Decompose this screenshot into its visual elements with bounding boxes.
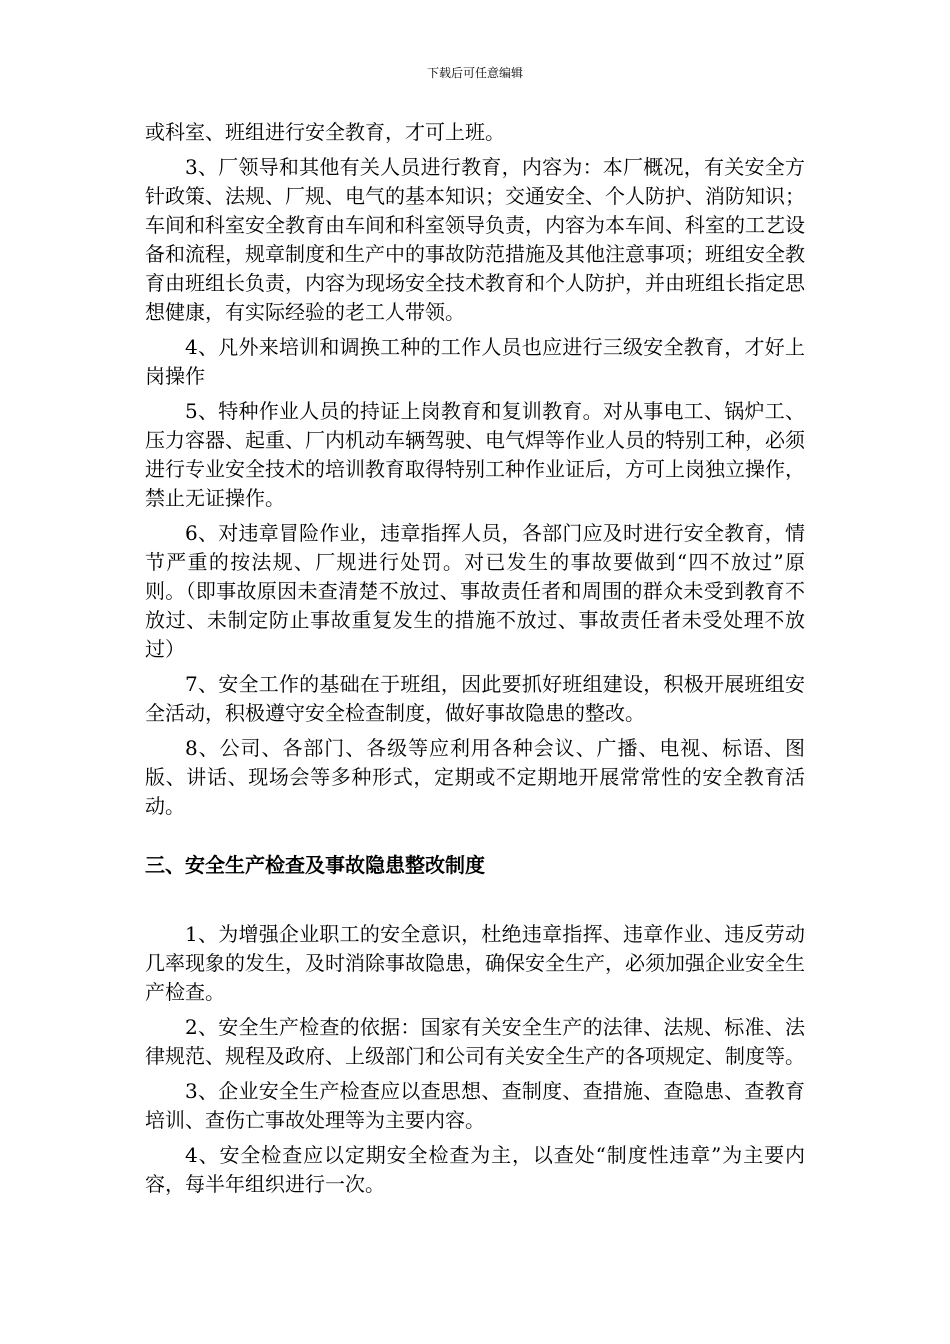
paragraph-item-7: 7、安全工作的基础在于班组，因此要抓好班组建设，积极开展班组安全活动，积极遵守安全检查制度，做好事故隐患的整改。 (145, 672, 805, 725)
section3-paragraph-4: 4、安全检查应以定期安全检查为主，以查处“制度性违章”为主要内容，每半年组织进行一次。 (145, 1143, 805, 1196)
paragraph-item-8: 8、公司、各部门、各级等应利用各种会议、广播、电视、标语、图版、讲话、现场会等多种形式，定期或不定期地开展常常性的安全教育活动。 (145, 736, 805, 818)
section-heading: 三、安全生产检查及事故隐患整改制度 (145, 853, 485, 877)
section3-paragraph-3: 3、企业安全生产检查应以查思想、查制度、查措施、查隐患、查教育培训、查伤亡事故处理等为主要内容。 (145, 1079, 805, 1132)
section3-paragraph-1: 1、为增强企业职工的安全意识，杜绝违章指挥、违章作业、违反劳动几率现象的发生，及时消除事故隐患，确保安全生产，必须加强企业安全生产检查。 (145, 922, 805, 1004)
section3-paragraph-2: 2、安全生产检查的依据：国家有关安全生产的法律、法规、标准、法律规范、规程及政府、上级部门和公司有关安全生产的各项规定、制度等。 (145, 1015, 805, 1068)
paragraph-continuation: 或科室、班组进行安全教育，才可上班。 (145, 120, 505, 144)
paragraph-item-3: 3、厂领导和其他有关人员进行教育，内容为：本厂概况，有关安全方针政策、法规、厂规、电气的基本知识；交通安全、个人防护、消防知识；车间和科室安全教育由车间和科室领导负责，内容为本车间、科室的工艺设备和流程，规章制度和生产中的事故防范措施及其他注意事项；班组安全教育由班组长负责，内容为现场安全技术教育和个人防护，并由班组长指定思想健康，有实际经验的老工人带领。 (145, 155, 805, 324)
paragraph-item-4: 4、凡外来培训和调换工种的工作人员也应进行三级安全教育，才好上岗操作 (145, 335, 805, 388)
paragraph-item-5: 5、特种作业人员的持证上岗教育和复训教育。对从事电工、锅炉工、压力容器、起重、厂内机动车辆驾驶、电气焊等作业人员的特别工种，必须进行专业安全技术的培训教育取得特别工种作业证后，方可上岗独立操作，禁止无证操作。 (145, 399, 805, 510)
paragraph-item-6: 6、对违章冒险作业，违章指挥人员，各部门应及时进行安全教育，情节严重的按法规、厂规进行处罚。对已发生的事故要做到“四不放过”原则。（即事故原因未查清楚不放过、事故责任者和周围的群众未受到教育不放过、未制定防止事故重复发生的措施不放过、事故责任者未受处理不放过） (145, 521, 805, 661)
document-body (145, 118, 805, 1199)
page-header: 下载后可任意编辑 (426, 66, 523, 80)
